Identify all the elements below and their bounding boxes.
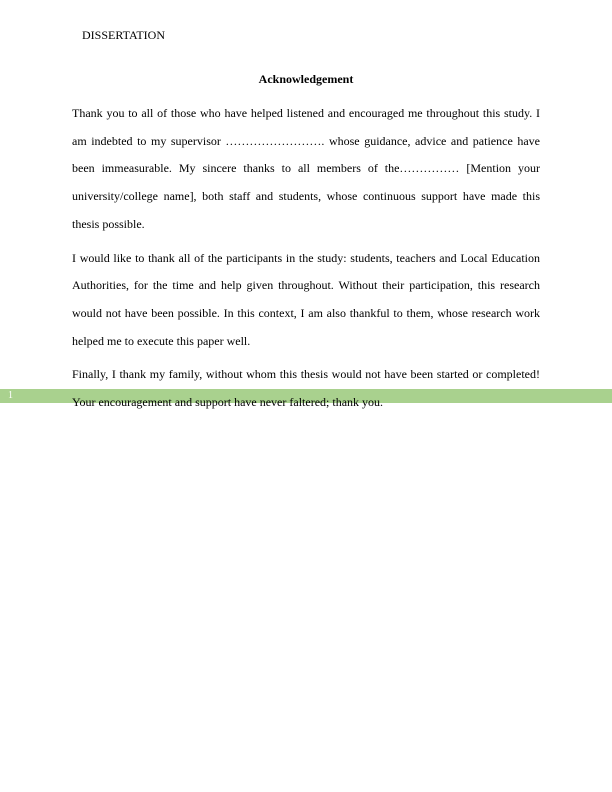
page-title: Acknowledgement — [258, 72, 354, 86]
paragraph-3: Finally, I thank my family, without whom this thesis would not have been started or completed! Your encouragement and support have never faltered; thank you. — [72, 367, 540, 410]
paragraph-2: I would like to thank all of the participants in the study: students, teachers and Local Education Authorities, for the time and help given throughout. Without their participation, this research would not have been possible. In this context, I am also thankful to them, whose research work helped me to execute this paper well. — [72, 250, 540, 348]
running-header: DISSERTATION — [82, 28, 165, 42]
paragraph-1: Thank you to all of those who have helped listened and encouraged me throughout this study. I am indebted to my supervisor ……………………. whose guidance, advice and patience have been immeasurable. My sincere thanks to all members of the…………… [Mention your university/college name], both staff and students, whose continuous support have made this thesis possible. — [72, 106, 540, 231]
page-number: 1 — [8, 390, 13, 401]
body-text — [72, 100, 540, 423]
